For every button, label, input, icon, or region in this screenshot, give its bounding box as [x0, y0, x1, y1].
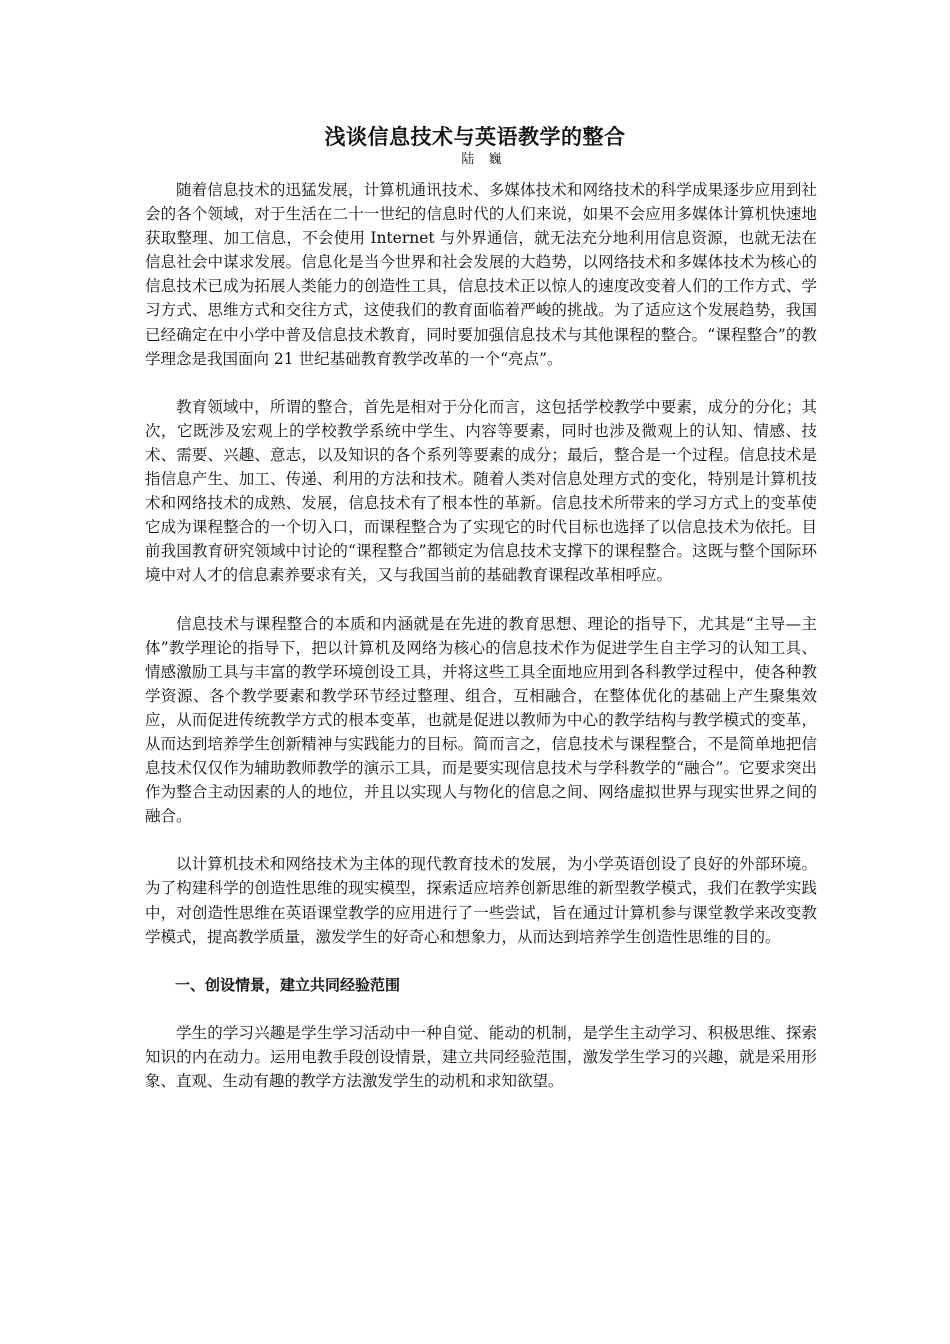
section-paragraph: 学生的学习兴趣是学生学习活动中一种自觉、能动的机制，是学生主动学习、积极思维、探索知识的内在动力。运用电教手段创设情景，建立共同经验范围，激发学生学习的兴趣，就是采用形象、直观、生动有趣的教学方法激发学生的动机和求知欲望。: [145, 1023, 817, 1090]
paragraph-3: 信息技术与课程整合的本质和内涵就是在先进的教育思想、理论的指导下，尤其是“主导—主体”教学理论的指导下，把以计算机及网络为核心的信息技术作为促进学生自主学习的认知工具、情感激励工具与丰富的教学环境创设工具，并将这些工具全面地应用到各科教学过程中，使各种教学资源、各个教学要素和教学环节经过整理、组合，互相融合，在整体优化的基础上产生聚集效应，从而促进传统教学方式的根本变革，也就是促进以教师为中心的教学结构与教学模式的变革，从而达到培养学生创新精神与实践能力的目标。简而言之，信息技术与课程整合，不是简单地把信息技术仅仅作为辅助教师教学的演示工具，而是要实现信息技术与学科教学的“融合”。它要求突出作为整合主动因素的人的地位，并且以实现人与物化的信息之间、网络虚拟世界与现实世界之间的融合。: [145, 614, 817, 826]
paragraph-spacer: [145, 588, 817, 612]
section-heading: 一、创设情景，建立共同经验范围: [175, 975, 401, 994]
paragraph-1: 随着信息技术的迅猛发展，计算机通讯技术、多媒体技术和网络技术的科学成果逐步应用到社会的各个领域，对于生活在二十一世纪的信息时代的人们来说，如果不会应用多媒体计算机快速地获取整理、加工信息，不会使用 Internet 与外界通信，就无法充分地利用信息资源，也就无法在信息社会中谋求发展。信息化是当今世界和社会发展的大趋势，以网络技术和多媒体技术为核心的信息技术已成为拓展人类能力的创造性工具，信息技术正以惊人的速度改变着人们的工作方式、学习方式、思维方式和交往方式，这使我们的教育面临着严峻的挑战。为了适应这个发展趋势，我国已经确定在中小学中普及信息技术教育，同时要加强信息技术与其他课程的整合。“课程整合”的教学理念是我国面向 21 世纪基础教育教学改革的一个“亮点”。: [145, 181, 817, 368]
paragraph-spacer: [145, 949, 817, 973]
paragraph-2: 教育领域中，所谓的整合，首先是相对于分化而言，这包括学校教学中要素，成分的分化；其次，它既涉及宏观上的学校教学系统中学生、内容等要素，同时也涉及微观上的认知、情感、技术、需要、兴趣、意志，以及知识的各个系列等要素的成分；最后，整合是一个过程。信息技术是指信息产生、加工、传递、利用的方法和技术。随着人类对信息处理方式的变化，特别是计算机技术和网络技术的成熟、发展，信息技术有了根本性的革新。信息技术所带来的学习方式上的变革使它成为课程整合的一个切入口，而课程整合为了实现它的时代目标也选择了以信息技术为依托。目前我国教育研究领域中讨论的“课程整合”都锁定为信息技术支撑下的课程整合。这既与整个国际环境中对人才的信息素养要求有关，又与我国当前的基础教育课程改革相呼应。: [145, 397, 817, 585]
paragraph-spacer: [145, 997, 817, 1021]
paragraph-4: 以计算机技术和网络技术为主体的现代教育技术的发展，为小学英语创设了良好的外部环境。为了构建科学的创造性思维的现实模型，探索适应培养创新思维的新型教学模式，我们在教学实践中，对创造性思维在英语课堂教学的应用进行了一些尝试，旨在通过计算机参与课堂教学来改变教学模式，提高教学质量，激发学生的好奇心和想象力，从而达到培养学生创造性思维的目的。: [145, 855, 817, 946]
paragraph-spacer: [145, 371, 817, 395]
author-name: 陆 巍: [461, 152, 507, 167]
document-title: 浅谈信息技术与英语教学的整合: [324, 125, 626, 149]
paragraph-spacer: [145, 828, 817, 852]
document-body: [145, 178, 817, 1093]
